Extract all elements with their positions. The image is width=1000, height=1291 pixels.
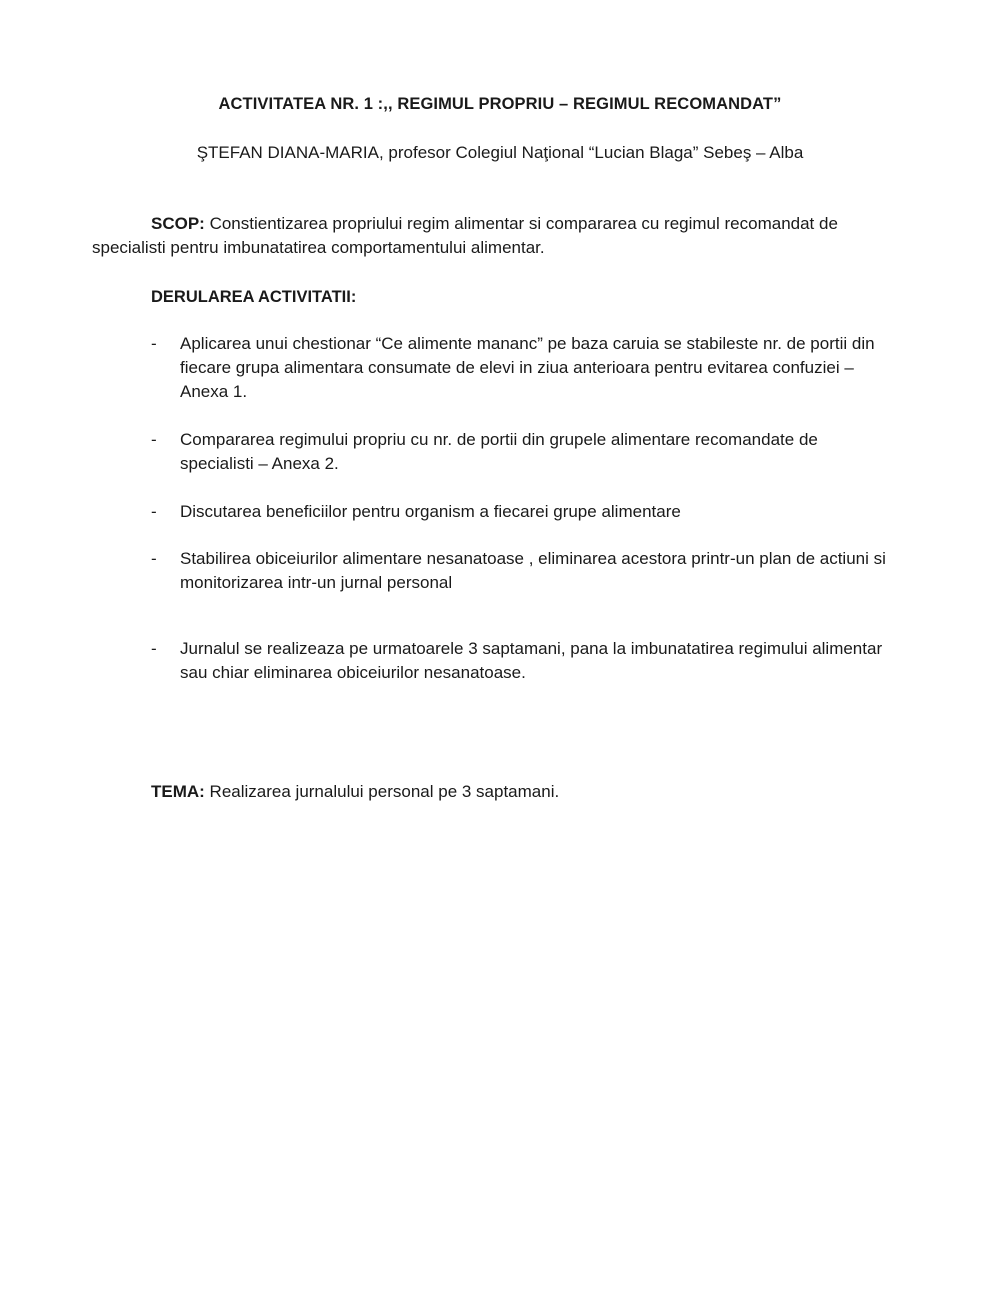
author-line: ŞTEFAN DIANA-MARIA, profesor Colegiul Naţional “Lucian Blaga” Sebeş – Alba	[196, 143, 804, 162]
activities-heading: DERULAREA ACTIVITATII:	[151, 288, 357, 306]
scope-label: SCOP:	[151, 214, 205, 233]
activity-text: Jurnalul se realizeaza pe urmatoarele 3 saptamani, pana la imbunatatirea regimului alimentar sau chiar eliminarea obiceiurilor nesanatoase.	[180, 639, 883, 682]
scope-text: Constientizarea propriului regim alimentar si compararea cu regimul recomandat de specialisti pentru imbunatatirea comportamentului alimentar.	[92, 214, 838, 257]
activity-item	[151, 547, 891, 595]
activity-text: Discutarea beneficiilor pentru organism a fiecarei grupe alimentare	[180, 502, 681, 521]
activity-text: Compararea regimului propriu cu nr. de portii din grupele alimentare recomandate de specialisti – Anexa 2.	[180, 430, 818, 473]
theme-paragraph	[151, 780, 559, 804]
theme-label: TEMA:	[151, 782, 205, 801]
bullet-dash: -	[151, 334, 157, 353]
activity-item	[151, 637, 891, 685]
theme-text: Realizarea jurnalului personal pe 3 saptamani.	[204, 782, 560, 801]
activity-item	[151, 500, 891, 524]
bullet-dash: -	[151, 639, 157, 658]
activity-text: Aplicarea unui chestionar “Ce alimente mananc” pe baza caruia se stabileste nr. de portii din fiecare grupa alimentara consumate de elevi in ziua anterioara pentru evitarea confuziei – Anexa 1.	[180, 334, 875, 401]
document-title: ACTIVITATEA NR. 1 :,, REGIMUL PROPRIU – REGIMUL RECOMANDAT”	[218, 95, 782, 113]
bullet-dash: -	[151, 430, 157, 449]
scope-paragraph	[92, 212, 912, 260]
activity-item	[151, 428, 891, 476]
bullet-dash: -	[151, 549, 157, 568]
activity-item	[151, 332, 891, 404]
activity-text: Stabilirea obiceiurilor alimentare nesanatoase , eliminarea acestora printr-un plan de actiuni si monitorizarea intr-un jurnal personal	[180, 549, 886, 592]
bullet-dash: -	[151, 502, 157, 521]
